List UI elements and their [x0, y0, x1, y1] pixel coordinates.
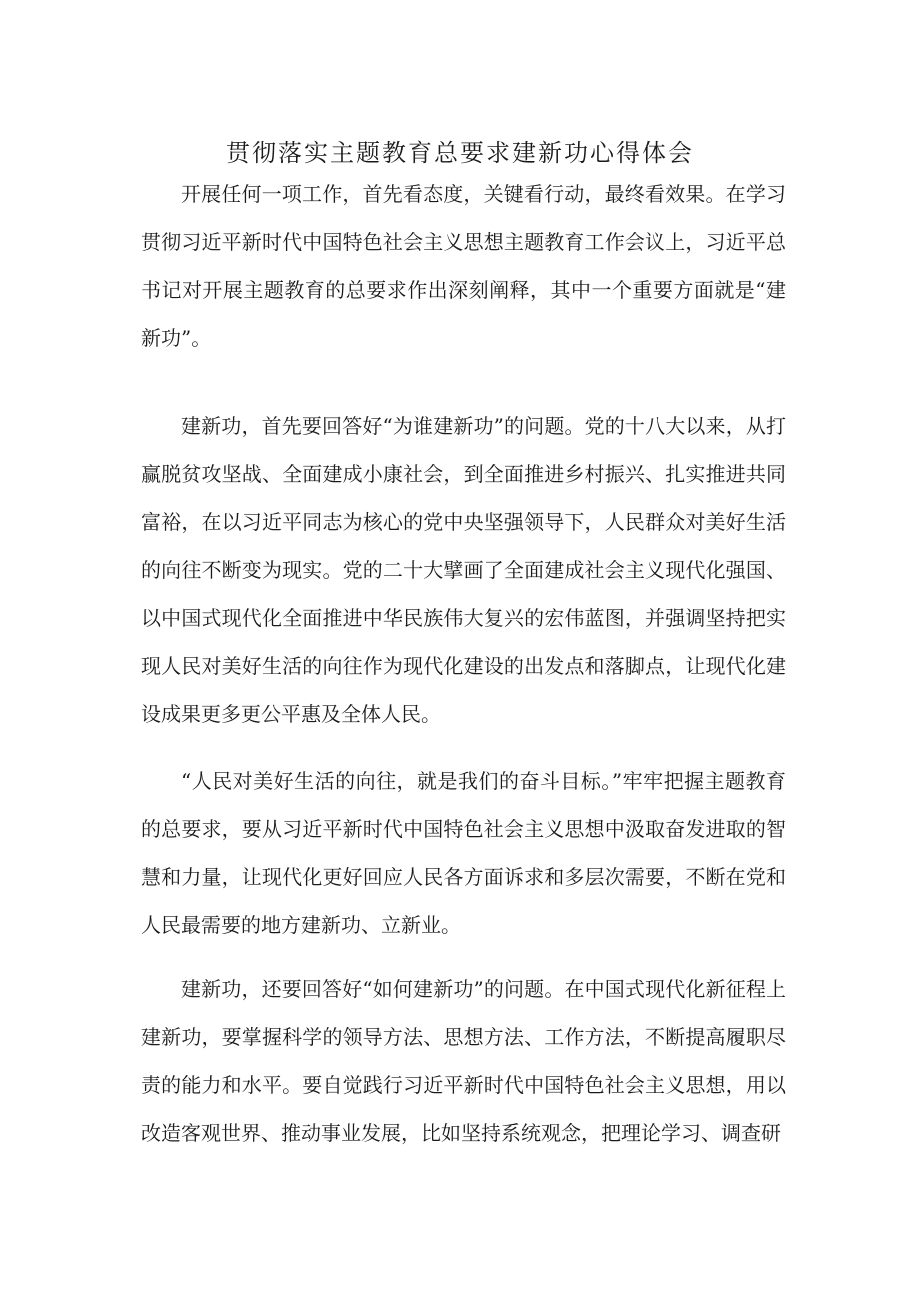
paragraph-3: “人民对美好生活的向往，就是我们的奋斗目标。”牢牢把握主题教育的总要求，要从习近平新时代中国特色社会主义思想中汲取奋发进取的智慧和力量，让现代化更好回应人民各方面诉求和多层次需要，不断在党和人民最需要的地方建新功、立新业。: [141, 769, 786, 937]
paragraph-4: 建新功，还要回答好“如何建新功”的问题。在中国式现代化新征程上建新功，要掌握科学的领导方法、思想方法、工作方法，不断提高履职尽责的能力和水平。要自觉践行习近平新时代中国特色社会主义思想，用以改造客观世界、推动事业发展，比如坚持系统观念，把理论学习、调查研: [141, 977, 786, 1145]
paragraph-1: 开展任何一项工作，首先看态度，关键看行动，最终看效果。在学习贯彻习近平新时代中国特色社会主义思想主题教育工作会议上，习近平总书记对开展主题教育的总要求作出深刻阐释，其中一个重要方面就是“建新功”。: [141, 182, 786, 350]
paragraph-2: 建新功，首先要回答好“为谁建新功”的问题。党的十八大以来，从打赢脱贫攻坚战、全面建成小康社会，到全面推进乡村振兴、扎实推进共同富裕，在以习近平同志为核心的党中央坚强领导下，人民群众对美好生活的向往不断变为现实。党的二十大擘画了全面建成社会主义现代化强国、以中国式现代化全面推进中华民族伟大复兴的宏伟蓝图，并强调坚持把实现人民对美好生活的向往作为现代化建设的出发点和落脚点，让现代化建设成果更多更公平惠及全体人民。: [141, 414, 786, 726]
document-title: 贯彻落实主题教育总要求建新功心得体会: [226, 139, 694, 167]
